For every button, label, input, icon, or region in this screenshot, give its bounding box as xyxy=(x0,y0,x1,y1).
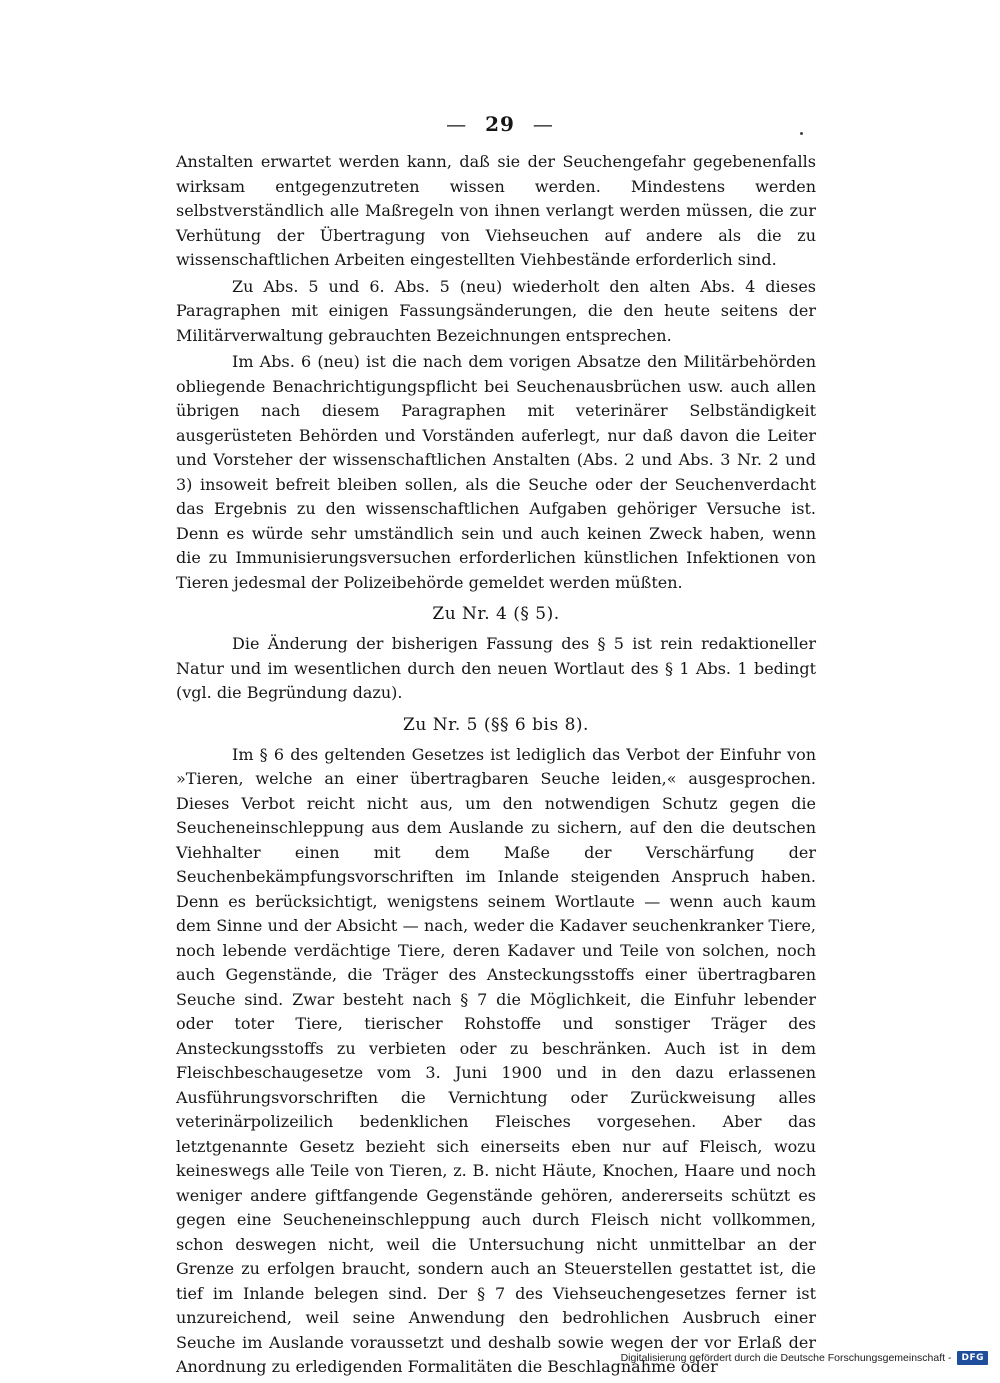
paragraph-continuation: Anstalten erwartet werden kann, daß sie der Seuchengefahr gegebenenfalls wirksam entgegenzutreten wissen werden. Mindestens werden selbstverständlich alle Maßregeln von ihnen verlangt werden müssen, die zur Verhütung der Übertragung von Viehseuchen auf andere als die zu wissenschaftlichen Arbeiten eingestellten Viehbestände erforderlich sind. xyxy=(176,152,816,269)
section-heading-nr-5: Zu Nr. 5 (§§ 6 bis 8). xyxy=(403,714,589,735)
dash-left: — xyxy=(446,112,468,136)
paragraph-nr-4: Die Änderung der bisherigen Fassung des § 5 ist rein redaktioneller Natur und im wesentlichen durch den neuen Wortlaut des § 1 Abs. 1 bedingt (vgl. die Begründung dazu). xyxy=(176,634,816,702)
footer-credit-text: Digitalisierung gefördert durch die Deutsche Forschungsgemeinschaft - xyxy=(620,1352,952,1364)
dash-right: — xyxy=(532,112,554,136)
body-text xyxy=(176,150,816,1380)
paragraph-nr-5: Im § 6 des geltenden Gesetzes ist lediglich das Verbot der Einfuhr von »Tieren, welche an einer übertragbaren Seuche leiden,« ausgesprochen. Dieses Verbot reicht nicht aus, um den notwendigen Schutz gegen die Seucheneinschleppung aus dem Auslande zu sichern, auf den die deutschen Viehhalter einen mit dem Maße der Verschärfung der Seuchenbekämpfungsvorschriften im Inlande steigenden Anspruch haben. Denn es berücksichtigt, wenigstens seinem Wortlaute — wenn auch kaum dem Sinne und der Absicht — nach, weder die Kadaver seuchenkranker Tiere, noch lebende verdächtige Tiere, deren Kadaver und Teile von solchen, noch auch Gegenstände, die Träger des Ansteckungsstoffs einer übertragbaren Seuche sind. Zwar besteht nach § 7 die Möglichkeit, die Einfuhr lebender oder toter Tiere, tierischer Rohstoffe und sonstiger Träger des Ansteckungsstoffs zu verbieten oder zu beschränken. Auch ist in dem Fleischbeschaugesetze vom 3. Juni 1900 und in den dazu erlassenen Ausführungsvorschriften die Vernichtung oder Zurückweisung alles veterinärpolizeilich bedenklichen Fleisches vorgesehen. Aber das letztgenannte Gesetz bezieht sich einerseits eben nur auf Fleisch, wozu keineswegs alle Teile von Tieren, z. B. nicht Häute, Knochen, Haare und noch weniger andere giftfangende Gegenstände gehören, andererseits schützt es gegen eine Seucheneinschleppung auch durch Fleisch nicht vollkommen, schon deswegen nicht, weil die Untersuchung nicht unmittelbar an der Grenze zu erfolgen braucht, sondern auch an Steuerstellen gestattet ist, die tief im Inlande belegen sind. Der § 7 des Viehseuchengesetzes ferner ist unzureichend, weil seine Anwendung den bedrohlichen Ausbruch einer Seuche im Auslande voraussetzt und deshalb sowie wegen der vor Erlaß der Anordnung zu erledigenden Formalitäten die Beschlagnahme oder xyxy=(176,744,816,1376)
stray-mark xyxy=(800,132,803,135)
paragraph-abs-5-6: Zu Abs. 5 und 6. Abs. 5 (neu) wiederholt den alten Abs. 4 dieses Paragraphen mit einigen Fassungsänderungen, die den heute seitens der Militärverwaltung gebrauchten Bezeichnungen entsprechen. xyxy=(176,276,816,345)
digitization-footer xyxy=(621,1351,988,1365)
dfg-logo: DFG xyxy=(957,1351,988,1365)
page-number: 29 xyxy=(485,112,515,136)
page-number-header xyxy=(0,112,1000,136)
paragraph-abs-6: Im Abs. 6 (neu) ist die nach dem vorigen Absatze den Militärbehörden obliegende Benachrichtigungspflicht bei Seuchenausbrüchen usw. auch allen übrigen nach diesem Paragraphen mit veterinärer Selbständigkeit ausgerüsteten Behörden und Vorständen auferlegt, nur daß davon die Leiter und Vorsteher der wissenschaftlichen Anstalten (Abs. 2 und Abs. 3 Nr. 2 und 3) insoweit befreit bleiben sollen, als die Seuche oder der Seuchenverdacht das Ergebnis zu den wissenschaftlichen Aufgaben gehöriger Versuche ist. Denn es würde sehr umständlich sein und auch keinen Zweck haben, wenn die zu Immunisierungsversuchen erforderlichen künstlichen Infektionen von Tieren jedesmal der Polizeibehörde gemeldet werden müßten. xyxy=(176,352,816,592)
section-heading-nr-4: Zu Nr. 4 (§ 5). xyxy=(432,604,560,624)
